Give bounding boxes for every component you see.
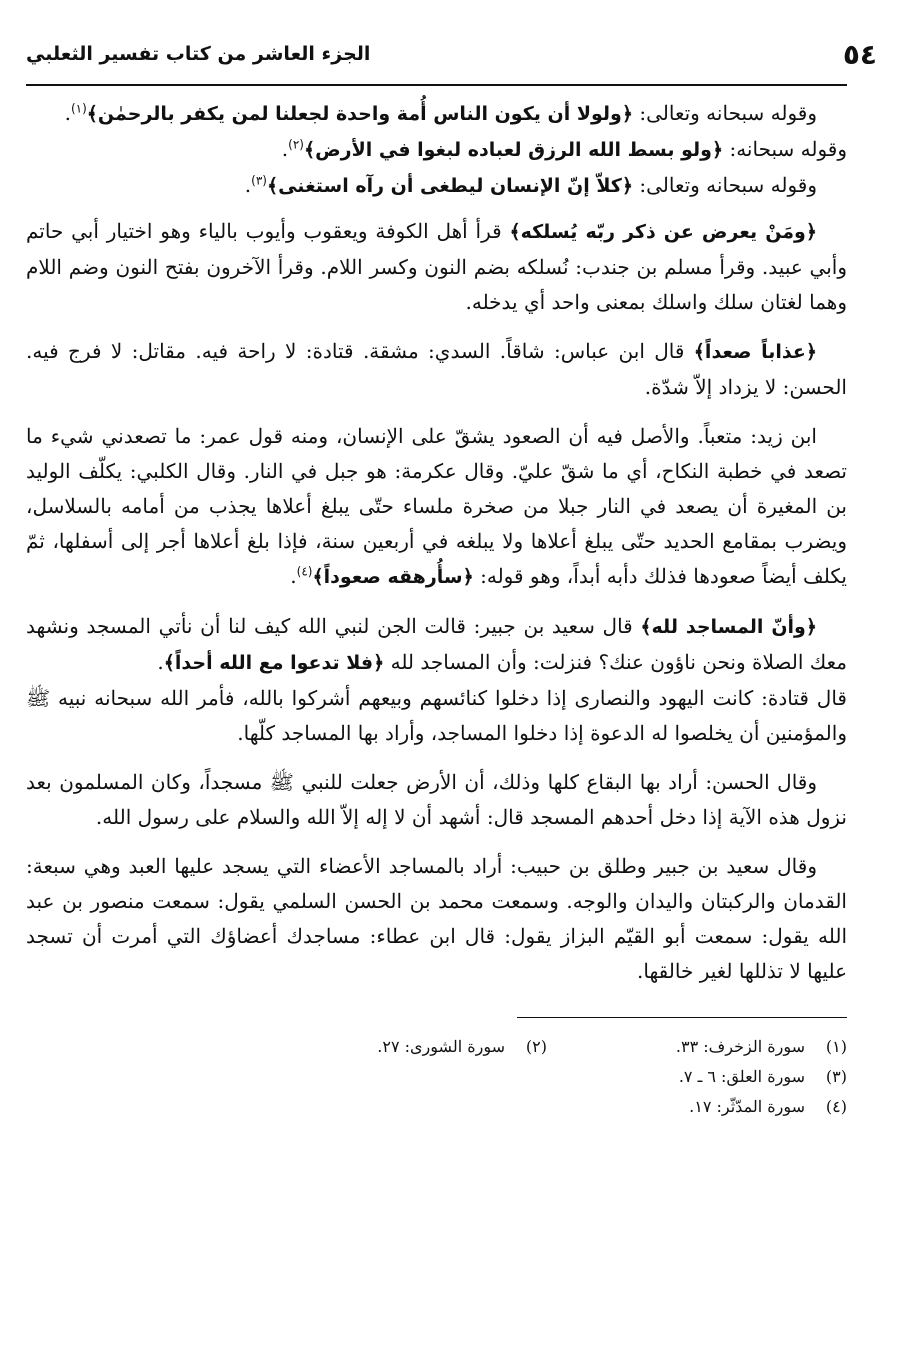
verse-prefix: وقوله سبحانه: (723, 137, 847, 161)
quran-quote: ﴿سأُرهقه صعوداً﴾ (312, 566, 474, 588)
footnote-ref: (١) (70, 101, 87, 116)
paragraph-text: قال سعيد بن جبير: قالت الجن لنبي الله كيف لنا أن نأتي المسجد ونشهد معك الصلاة ونحن ناؤون عنك؟ فنزلت: وأن المساجد لله (26, 614, 847, 674)
paragraph-text: ابن زيد: متعباً. والأصل فيه أن الصعود يشقّ على الإنسان، ومنه قول عمر: ما تصعدني شيء ما تصعد في خطبة النكاح، أي ما شقّ عليّ. وقال عكرمة: هو جبل في النار. وقال الكلبي: يكلّف الوليد بن المغيرة أن يصعد في النار جبلا من صخرة ملساء حتّى يبلغ أعلاها يجذب من أمامه بالسلاسل، ويضرب بمقامع الحديد حتّى يبلغ أعلاها ولا يبلغه في أربعين سنة، فإذا بلغ أعلاها أجر إلى أسفلها، ثمّ يكلف أيضاً صعودها فذلك دأبه أبداً، وهو قوله: (26, 424, 847, 588)
quran-quote: ﴿ولو بسط الله الرزق لعباده لبغوا في الأرض﴾ (303, 139, 724, 161)
quran-quote: ﴿كلاّ إنّ الإنسان ليطغى أن رآه استغنى﴾ (266, 175, 633, 197)
footnote-row (227, 1032, 847, 1062)
commentary-paragraph (26, 849, 847, 989)
footnote-ref: (٤) (296, 564, 313, 579)
footnote-ref: (٢) (288, 137, 304, 152)
footnote-ref: (٣) (251, 173, 267, 188)
verse-line (26, 132, 847, 168)
footnote-number: (٤) (825, 1097, 847, 1116)
commentary-paragraph (26, 334, 847, 405)
quran-quote: ﴿فلا تدعوا مع الله أحداً﴾ (163, 652, 385, 674)
paragraph-suffix: . (157, 650, 164, 674)
quran-quote: ﴿وأنّ المساجد لله﴾ (640, 616, 818, 638)
footnote (547, 1062, 847, 1092)
paragraph-text: قرأ أهل الكوفة ويعقوب وأيوب بالياء وهو اختيار أبي حاتم وأبي عبيد. وقرأ مسلم بن جندب: نُسلكه بضم النون وكسر اللام. وقرأ الآخرون بفتح النون وضم اللام وهما لغتان سلك واسلك بمعنى واحد أي يدخله. (26, 219, 847, 314)
footnote-row (227, 1092, 847, 1122)
footnote-number: (٣) (825, 1067, 847, 1086)
verse-prefix: وقوله سبحانه وتعالى: (633, 173, 817, 197)
quran-quote: ﴿عذاباً صعداً﴾ (693, 341, 817, 363)
footnote-text: سورة الشورى: ٢٧. (377, 1037, 505, 1056)
commentary-paragraph (26, 765, 847, 835)
footnote-divider (517, 1017, 847, 1018)
verse-suffix: . (281, 137, 289, 161)
paragraph-suffix: . (290, 564, 297, 588)
quran-quote: ﴿ولولا أن يكون الناس أُمة واحدة لجعلنا لمن يكفر بالرحمٰن﴾ (86, 103, 633, 125)
paragraph-text: وقال سعيد بن جبير وطلق بن حبيب: أراد بالمساجد الأعضاء التي يسجد عليها العبد وهي سبعة: القدمان والركبتان واليدان والوجه. وسمعت محمد بن الحسن السلمي يقول: سمعت منصور بن عبد الله يقول: سمعت أبو القيّم البزاز يقول: قال ابن عطاء: مساجدك أعضاؤك التي أمرت أن تسجد عليها لا تذللها لغير خالقها. (26, 854, 847, 983)
commentary-paragraph (26, 681, 847, 751)
commentary-paragraph (26, 609, 847, 681)
paragraph-text: قال قتادة: كانت اليهود والنصارى إذا دخلوا كنائسهم وبيعهم أشركوا بالله، فأمر الله سبحانه نبيه ﷺ والمؤمنين أن يخلصوا له الدعوة إذا دخلوا المساجد، وأراد بها المساجد كلّها. (26, 686, 847, 745)
footnote (547, 1032, 847, 1062)
commentary-paragraph (26, 214, 847, 320)
footnote-text: سورة المدّثّر: ١٧. (689, 1097, 805, 1116)
paragraph-text: قال ابن عباس: شاقاً. السدي: مشقة. قتادة: لا راحة فيه. مقاتل: لا فرج فيه. الحسن: لا يزداد إلاّ شدّة. (26, 339, 847, 399)
verse-prefix: وقوله سبحانه وتعالى: (633, 101, 817, 125)
commentary-paragraph (26, 419, 847, 595)
footnote-number: (١) (825, 1037, 847, 1056)
quran-quote: ﴿ومَنْ يعرض عن ذكر ربّه يُسلكه﴾ (509, 221, 817, 243)
footnote-number: (٢) (525, 1037, 547, 1056)
verse-line (26, 168, 847, 204)
footnote (547, 1092, 847, 1122)
footnote-text: سورة العلق: ٦ ـ ٧. (678, 1067, 805, 1086)
footnote-row (227, 1062, 847, 1092)
footnote (247, 1032, 547, 1062)
verse-quotes (26, 96, 847, 204)
verse-line (26, 96, 847, 132)
paragraph-text: وقال الحسن: أراد بها البقاع كلها وذلك، أن الأرض جعلت للنبي ﷺ مسجداً، وكان المسلمون بعد نزول هذه الآية إذا دخل أحدهم المسجد قال: أشهد أن لا إله إلاّ الله والسلام على رسول الله. (26, 770, 847, 829)
footnotes (227, 1032, 847, 1122)
running-title: الجزء العاشر من كتاب تفسير الثعلبي (26, 43, 371, 65)
verse-suffix: . (244, 173, 252, 197)
footnote-text: سورة الزخرف: ٣٣. (675, 1037, 805, 1056)
page-number: ٥٤ (842, 37, 877, 71)
page-content (26, 96, 847, 989)
page-header (26, 28, 877, 86)
verse-suffix: . (64, 101, 71, 125)
